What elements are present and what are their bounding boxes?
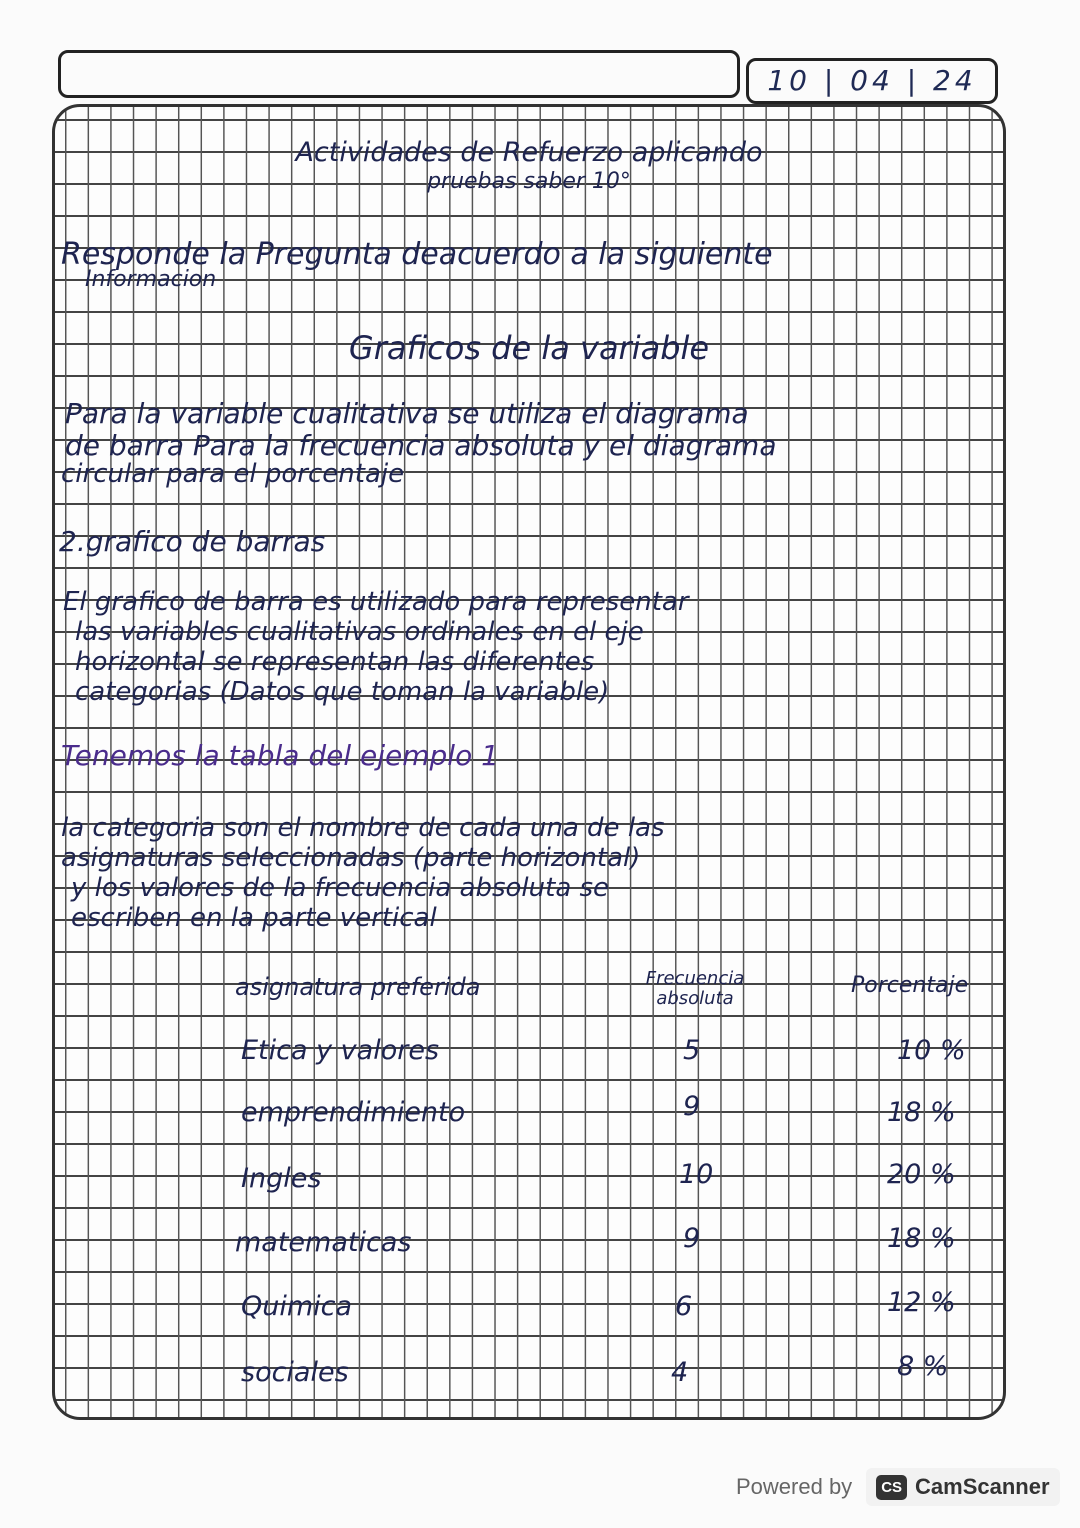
row-frequency: 10	[679, 1159, 714, 1190]
row-percentage: 8 %	[897, 1351, 949, 1382]
row-percentage: 18 %	[887, 1097, 956, 1128]
row-subject: Quimica	[241, 1291, 353, 1322]
row-subject: Ingles	[241, 1163, 322, 1194]
para2-line: categorias (Datos que toman la variable)	[75, 677, 610, 707]
example-title: Tenemos la tabla del ejemplo 1	[61, 739, 499, 772]
row-frequency: 4	[671, 1357, 689, 1388]
row-frequency: 9	[683, 1223, 701, 1254]
para2-line: El grafico de barra es utilizado para representar	[63, 587, 689, 617]
row-percentage: 20 %	[887, 1159, 956, 1190]
camscanner-logo-icon: CS	[876, 1475, 907, 1500]
row-percentage: 12 %	[887, 1287, 956, 1318]
row-frequency: 5	[683, 1035, 701, 1066]
title-line-1: Actividades de Refuerzo aplicando	[295, 137, 763, 168]
para1-line: circular para el porcentaje	[61, 459, 405, 489]
name-field-box	[58, 50, 740, 98]
date-box: 10 | 04 | 24	[746, 58, 998, 104]
table-header-subject: asignatura preferida	[235, 973, 481, 1001]
title-line-2: pruebas saber 10°	[427, 169, 631, 194]
row-subject: sociales	[241, 1357, 349, 1388]
row-subject: Etica y valores	[241, 1035, 440, 1066]
row-frequency: 6	[675, 1291, 693, 1322]
camscanner-badge	[866, 1468, 1059, 1506]
grid-page	[52, 104, 1006, 1420]
para3-line: y los valores de la frecuencia absoluta se	[71, 873, 610, 903]
row-subject: emprendimiento	[241, 1097, 466, 1128]
camscanner-watermark	[736, 1468, 1060, 1506]
row-subject: matematicas	[235, 1227, 412, 1258]
row-frequency: 9	[683, 1091, 701, 1122]
row-percentage: 10 %	[897, 1035, 966, 1066]
row-percentage: 18 %	[887, 1223, 956, 1254]
subtitle-bar-chart: 2.grafico de barras	[59, 525, 326, 558]
para2-line: horizontal se representan las diferentes	[75, 647, 595, 677]
para3-line: asignaturas seleccionadas (parte horizontal)	[61, 843, 641, 873]
para3-line: la categoria son el nombre de cada una de las	[61, 813, 665, 843]
para1-line: de barra Para la frecuencia absoluta y el diagrama	[65, 429, 777, 462]
camscanner-brand: CamScanner	[915, 1474, 1050, 1499]
powered-by-text: Powered by	[736, 1474, 853, 1499]
table-header-frequency: Frecuencia absoluta	[645, 968, 745, 1009]
para3-line: escriben en la parte vertical	[71, 903, 437, 933]
para1-line: Para la variable cualitativa se utiliza el diagrama	[65, 397, 749, 430]
instruction-line-1: Responde la Pregunta deacuerdo a la siguiente	[61, 237, 773, 272]
section-title: Graficos de la variable	[348, 329, 710, 367]
table-header-percentage: Porcentaje	[851, 973, 969, 998]
instruction-line-2: Informacion	[85, 267, 217, 292]
para2-line: las variables cualitativas ordinales en el eje	[75, 617, 644, 647]
